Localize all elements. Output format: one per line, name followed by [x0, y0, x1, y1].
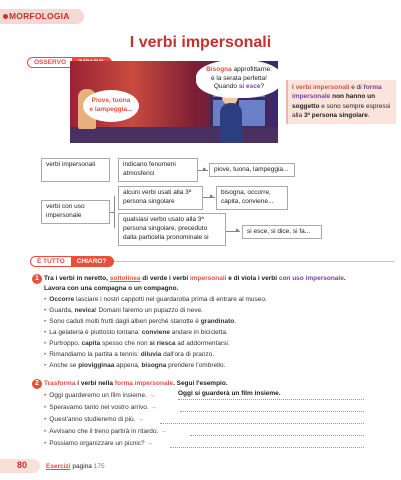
exercise-item: • Occorre lasciare i nostri cappotti nel guardaroba prima di entrare al museo. [44, 296, 267, 303]
item-text: prendere l'ombrello. [166, 362, 226, 369]
exercise-instruction [44, 380, 228, 387]
answer-line[interactable] [170, 447, 364, 448]
bubble-text: ? [260, 83, 265, 91]
connector-line [114, 196, 115, 228]
note-highlight: forma impersonale [292, 84, 382, 101]
speech-bubble-girl [83, 90, 139, 122]
bubble-text: Piove, tuona [91, 97, 131, 105]
exercise-item: • Anche se piovigginaa appena, bisogna prendere l'ombrello. [44, 362, 226, 369]
item-text: ad addormentarsi. [175, 340, 230, 347]
exercise-item: • Possiamo organizzare un picnic? → [44, 440, 153, 447]
instruction-highlight: forma impersonale [114, 380, 173, 387]
arrow-right-icon: ▸ [203, 166, 207, 173]
item-text: Guarda, [49, 307, 75, 314]
tag-left: È TUTTO [30, 256, 72, 267]
tag-tutto-chiaro [30, 256, 114, 267]
scheme-example-particella-si: si esce, si dice, si fa... [242, 225, 322, 239]
note-text: e sono sempre espressi alla [292, 102, 391, 120]
tag-right: CHIARO? [72, 256, 115, 267]
boy-figure [220, 103, 242, 143]
exercise-item: • Purtroppo, capita spesso che non si riesca ad addormentarsi. [44, 340, 230, 347]
exercise-item: • Guarda, nevica! Domani faremo un pupazzo di neve. [44, 307, 203, 314]
item-text: spesso che non [100, 340, 150, 347]
instruction-text: Tra i verbi in neretto, [44, 275, 110, 282]
item-verb[interactable]: si riesca [149, 340, 176, 347]
exercises-link[interactable] [46, 463, 105, 470]
arrow-right-icon: ▸ [210, 193, 214, 200]
item-verb[interactable]: diluvia [140, 351, 162, 358]
arrow-right-icon: ▸ [236, 227, 240, 234]
page-title: I verbi impersonali [129, 34, 272, 51]
instruction-text: di verde i verbi [140, 275, 190, 282]
item-text: andare in bicicletta. [169, 329, 228, 336]
floor-illustration [70, 127, 278, 143]
item-text: Oggi guarderemo un film insieme. [49, 392, 147, 399]
exercise-item: • Quest'anno studieremo di più. → [44, 416, 144, 423]
note-bold: non hanno un soggetto [292, 93, 376, 110]
item-verb[interactable]: bisogna [141, 362, 167, 369]
item-text: Anche se [49, 362, 79, 369]
page-number: 80 [17, 460, 28, 470]
item-text: Possiamo organizzare un picnic? [49, 440, 145, 447]
exercise-item: • Rimandiamo la partita a tennis: diluvia dall'ora di pranzo. [44, 351, 215, 358]
item-verb[interactable]: nevica [74, 307, 95, 314]
tag-left: OSSERVO [27, 57, 73, 68]
note-text: I [292, 84, 296, 91]
item-text: dall'ora di pranzo. [161, 351, 215, 358]
exercise-item: • Oggi guarderemo un film insieme. → [44, 392, 156, 399]
exercise-item: • Speravamo tanto nel vostro arrivo. → [44, 404, 157, 411]
instruction-highlight: sottolinea [109, 275, 141, 282]
instruction-highlight: con uso impersonale [278, 275, 344, 282]
instruction-text: . Segui l'esempio. [173, 380, 228, 387]
exercise-instruction [44, 275, 346, 282]
item-text: Purtroppo, [49, 340, 82, 347]
exercise-item: • Avvisano che il treno partirà in ritardo. → [44, 428, 167, 435]
scheme-example-atmosferici: piove, tuona, lampeggia... [209, 163, 295, 177]
exercise-item: • La gelateria è piuttosto lontana: conviene andare in bicicletta. [44, 329, 228, 336]
note-bold: 3ª persona singolare [303, 112, 368, 120]
item-text: Avvisano che il treno partirà in ritardo. [49, 428, 159, 435]
answer-line[interactable] [190, 435, 364, 436]
answer-line[interactable] [160, 423, 364, 424]
instruction-text: e di viola i verbi [226, 275, 279, 282]
page-ref-number[interactable]: 175 [93, 463, 105, 470]
item-text: Rimandiamo la partita a tennis: [49, 351, 141, 358]
item-text: Quest'anno studieremo di più. [49, 416, 136, 423]
instruction-text: . [343, 275, 346, 282]
instruction-highlight: Trasforma [44, 380, 76, 387]
answer-line[interactable] [180, 411, 364, 412]
note-text: e di [349, 84, 364, 91]
section-label: MORFOLOGIA [9, 11, 70, 21]
item-text: Sono caduti molti frutti dagli alberi perché stanotte è [49, 318, 201, 325]
bubble-text: Quando [213, 83, 239, 91]
item-text: . [234, 318, 237, 325]
item-verb[interactable]: Occorre [49, 296, 75, 303]
item-text: appena, [114, 362, 142, 369]
item-text: Speravamo tanto nel vostro arrivo. [49, 404, 149, 411]
bubble-text: e lampeggia... [89, 106, 133, 113]
page-ref-label: pagina [72, 463, 92, 470]
bubble-highlight: si esce [238, 83, 261, 91]
scheme-desc-terza-persona: alcuni verbi usati alla 3ª persona singolare [118, 186, 203, 210]
answer-line[interactable] [178, 399, 364, 400]
exercise-subinstruction: Lavora con una compagna o un compagno. [44, 285, 179, 292]
instruction-highlight: impersonali [189, 275, 227, 282]
bubble-highlight: Bisogna [206, 65, 232, 73]
scheme-head-impersonali: verbi impersonali [41, 158, 110, 182]
item-verb[interactable]: grandinato [200, 318, 235, 325]
exercise-number: 2 [32, 379, 42, 389]
item-text: La gelateria è piuttosto lontana: [49, 329, 142, 336]
scheme-desc-atmosferici: indicano fenomeni atmosferici [118, 158, 198, 182]
bullet-icon [3, 14, 8, 19]
note-text: . [367, 112, 370, 120]
instruction-text: i verbi nella [75, 380, 115, 387]
scheme-example-terza-persona: bisogna, occorre, capita, conviene... [216, 186, 288, 210]
item-verb[interactable]: conviene [141, 329, 170, 336]
item-text: lasciare i nostri cappotti nel guardaroba prima di entrare al museo. [74, 296, 267, 303]
note-highlight: verbi impersonali [295, 84, 350, 91]
speech-bubble-boy [196, 60, 282, 98]
bubble-text: approfittarne: [231, 65, 272, 73]
item-verb[interactable]: capita [81, 340, 101, 347]
exercise-number: 1 [32, 274, 42, 284]
example-answer: Oggi si guarderà un film insieme. [178, 390, 281, 397]
item-verb[interactable]: piovigginaa [78, 362, 115, 369]
exercises-link-label[interactable]: Esercizi [46, 463, 71, 470]
item-text: ! Domani faremo un pupazzo di neve. [94, 307, 203, 314]
rule-note [286, 80, 396, 124]
scheme-desc-particella-si: qualsiasi verbo usato alla 3ª persona singolare, preceduto dalla particella pronominale si [118, 213, 226, 246]
exercise-item: • Sono caduti molti frutti dagli alberi perché stanotte è grandinato. [44, 318, 237, 325]
bubble-text: è la serata perfetta! [210, 74, 267, 82]
scheme-head-uso-impersonale: verbi con uso impersonale [41, 200, 110, 224]
